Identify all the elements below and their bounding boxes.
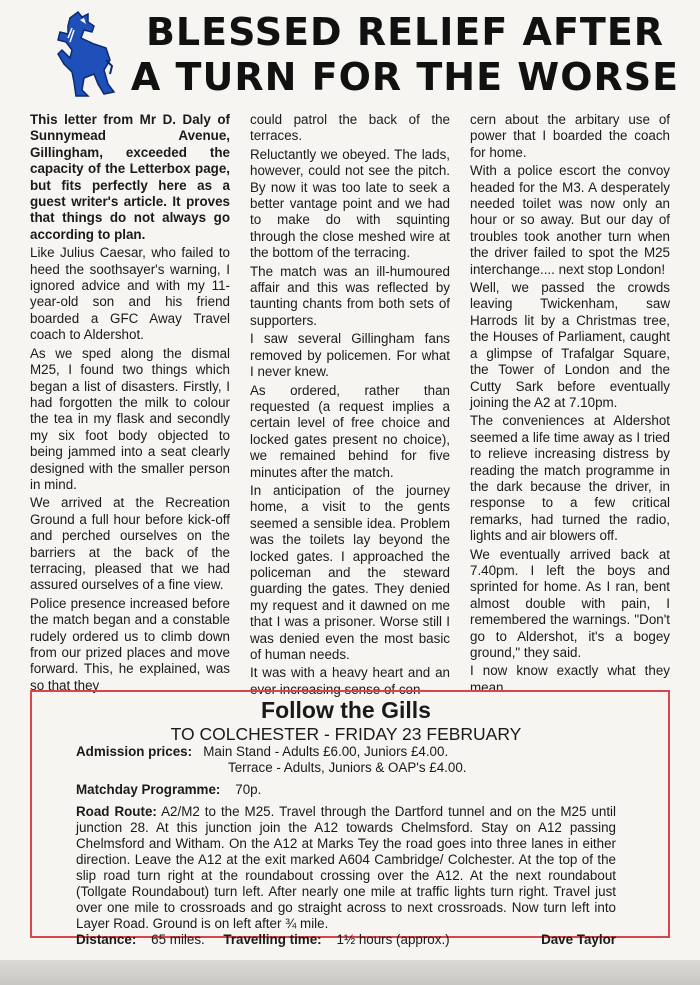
admission-label: Admission prices: [76, 744, 193, 759]
paragraph: The conveniences at Aldershot seemed a life time away as I tried to relieve increasing distress by reading the match programme in the dark because the driver, in response to a few critical remarks, had turned the radio, lights and air blowers off. [470, 413, 670, 544]
intro-paragraph: This letter from Mr D. Daly of Sunnymead Avenue, Gillingham, exceeded the capacity of the Letterbox page, but fits perfectly here as a guest writer's article. It proves that things do not always go according to plan. [30, 112, 230, 242]
paragraph: We arrived at the Recreation Ground a full hour before kick-off and perched ourselves on the barriers at the back of the terracing, pleased that we had assured ourselves of a fine view. [30, 495, 230, 593]
article-headline [125, 10, 685, 100]
distance-value: 65 miles. [151, 932, 205, 947]
headline-line-2: A TURN FOR THE WORSE [130, 55, 680, 99]
box-subtitle: TO COLCHESTER - FRIDAY 23 FEBRUARY [170, 724, 522, 744]
paragraph: Reluctantly we obeyed. The lads, however, could not see the pitch. By now it was too late to seek a better vantage point and we had to make do with squinting through the close meshed wire at the bottom of the terracing. [250, 146, 450, 261]
admission-row [76, 744, 616, 760]
article-body [30, 112, 670, 697]
programme-label: Matchday Programme: [76, 782, 221, 797]
paragraph: With a police escort the convoy headed for the M3. A desperately needed toilet was now only an hour or so away. But our day of troubles took another turn when the driver failed to spot the M25 interchange.... next stop London! [470, 163, 670, 277]
travel-time-value: 1½ hours (approx.) [336, 932, 450, 947]
paragraph: I saw several Gillingham fans removed by policemen. For what I never knew. [250, 331, 450, 380]
distance-time-row [76, 932, 616, 948]
page-edge [0, 960, 700, 985]
programme-row [76, 782, 616, 798]
paragraph: could patrol the back of the terraces. [250, 112, 450, 144]
article-column-2 [250, 112, 450, 697]
admission-main-stand: Main Stand - Adults £6.00, Juniors £4.00. [203, 744, 449, 759]
paragraph: In anticipation of the journey home, a visit to the gents seemed a sensible idea. Problem was the toilets lay beyond the locked gates. I approached the policeman and the steward guarding the gates. They denied my request and it dawned on me that I was a prisoner. Worse still I was denied even the most basic of human needs. [250, 482, 450, 662]
distance-label: Distance: [76, 932, 137, 947]
paragraph: I now know exactly what they mean. [470, 663, 670, 695]
paragraph: cern about the arbitary use of power that I boarded the coach for home. [470, 112, 670, 160]
article-column-1 [30, 112, 230, 693]
paragraph: Police presence increased before the match began and a constable rudely ordered us to climb down from our prized places and move forward. This, he explained, was so that they [30, 595, 230, 693]
road-route-label: Road Route: [76, 804, 157, 819]
follow-the-gills-box [30, 690, 670, 947]
road-route [76, 804, 616, 932]
road-route-text: A2/M2 to the M25. Travel through the Dartford tunnel and on the M25 until junction 28. At this junction join the A12 towards Chelmsford. Stay on A12 passing Chelmsford and Witham. On the A12 at Marks Tey the road goes into three lanes in either direction. Leave the A12 at the exit marked A604 Cambridge/ Colchester. At the top of the slip road turn right at the roundabout crossing over the A12. At the next roundabout (Tollgate Roundabout) turn left. After nearly one mile at traffic lights turn right. Travel just over one mile to crossroads and go straight across to next crossroads. Now turn left into Layer Road. Ground is on left after ¾ mile. [76, 804, 616, 931]
headline-line-1: BLESSED RELIEF AFTER [145, 10, 665, 54]
programme-value: 70p. [235, 782, 262, 797]
admission-terrace-row [76, 760, 616, 776]
paragraph: We eventually arrived back at 7.40pm. I left the boys and sprinted for home. As I ran, bent almost double with pain, I remembered the warnings. "Don't go to Aldershot, it's a bogey ground," they said. [470, 546, 670, 660]
paragraph: The match was an ill-humoured affair and this was reflected by taunting chants from both sets of supporters. [250, 263, 450, 328]
travel-time-label: Travelling time: [223, 932, 322, 947]
paragraph: Well, we passed the crowds leaving Twickenham, saw Harrods lit by a Christmas tree, the Houses of Parliament, caught a glimpse of Trafalgar Square, the Tower of London and the Cutty Sark before eventually joining the A2 at 7.10pm. [470, 280, 670, 410]
article-column-3 [470, 112, 670, 695]
club-horse-logo-icon [48, 8, 118, 100]
box-title: Follow the Gills [261, 697, 431, 723]
paragraph: As ordered, rather than requested (a request implies a certain level of free choice and locked gates present no choice), we remained behind for five minutes after the match. [250, 382, 450, 480]
paragraph: It was with a heavy heart and an ever increasing sense of con- [250, 665, 450, 697]
paragraph: As we sped along the dismal M25, I found two things which began a list of disasters. Firstly, I had forgotten the milk to colour the tea in my flask and secondly my six foot body objected to being jammed into a seat clearly designed with the smaller person in mind. [30, 345, 230, 492]
admission-terrace: Terrace - Adults, Juniors & OAP's £4.00. [228, 760, 467, 775]
paragraph: Like Julius Caesar, who failed to heed the soothsayer's warning, I ignored advice and with my 11-year-old son and his friend boarded a GFC Away Travel coach to Aldershot. [30, 245, 230, 343]
author-name: Dave Taylor [541, 932, 616, 947]
